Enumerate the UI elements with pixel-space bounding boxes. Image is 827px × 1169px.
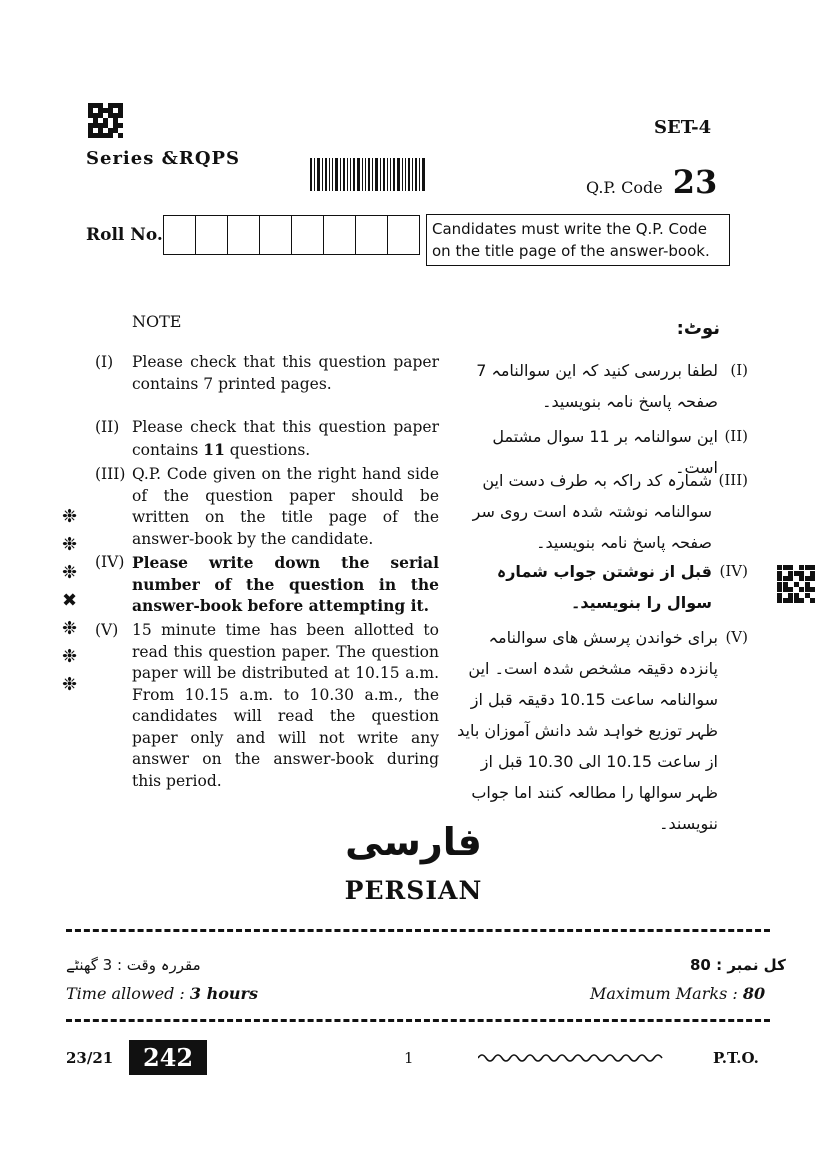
footer-badge: 242 bbox=[129, 1040, 207, 1075]
qp-code-block bbox=[586, 163, 717, 201]
note-item-text: 15 minute time has been allotted to read this question paper. The question paper will be distributed at 10.15 a.m. From 10.15 a.m. to 10.30 a.m., the candidates will read the question paper only and will not write any answer on the answer-book during this period. bbox=[132, 621, 439, 790]
note-item-3 bbox=[95, 464, 440, 552]
persian-item-text: شمارہ کد راکہ بہ طرف دست این سوالنامہ نوشتہ شدہ است روی سر صفحہ پاسخ نامہ بنویسید۔ bbox=[472, 471, 712, 552]
footer-code: 23/21 bbox=[66, 1049, 114, 1067]
note-item-number: (V) bbox=[95, 621, 119, 639]
note-item-number: (III) bbox=[95, 465, 126, 483]
wavy-line-icon bbox=[478, 1051, 664, 1065]
roll-number-boxes[interactable] bbox=[163, 215, 420, 255]
margin-marks bbox=[62, 507, 82, 703]
maximum-marks: Maximum Marks : 80 bbox=[590, 984, 766, 1003]
time-allowed-persian: مقررہ وقت : 3 گھنٹے bbox=[66, 956, 201, 974]
note-item-number: (IV) bbox=[95, 553, 125, 571]
asterisk-icon: ❉ bbox=[62, 534, 78, 555]
note-heading: NOTE bbox=[132, 312, 182, 331]
note-item-1 bbox=[95, 352, 440, 397]
persian-item-number: (III) bbox=[718, 471, 748, 489]
persian-item-text: برای خواندن پرسش ھای سوالنامہ پانزدہ دقیقہ مشخص شدہ است۔ این سوالنامہ ساعت 10.15 دقیقہ قبل از ظہر توزیع خواہد شد دانش آموزان باید از ساعت 10.15 الی 10.30 قبل از ظہر سوالھا را مطالعہ کنند اما جواب ننویسند۔ bbox=[457, 628, 718, 833]
subject-title-persian: فارسی bbox=[345, 820, 482, 864]
subject-title-english: PERSIAN bbox=[344, 876, 483, 905]
persian-item-4 bbox=[455, 556, 748, 618]
qr-code-right bbox=[777, 565, 816, 604]
roll-box[interactable] bbox=[164, 216, 196, 254]
note-item-2 bbox=[95, 417, 440, 462]
asterisk-icon: ❉ bbox=[62, 618, 78, 639]
roll-box[interactable] bbox=[388, 216, 419, 254]
page-number: 1 bbox=[404, 1049, 414, 1067]
note-item-text: Q.P. Code given on the right hand side of the question paper should be written on the title page of the answer-book by the candidate. bbox=[132, 465, 439, 548]
pto-label: P.T.O. bbox=[713, 1049, 759, 1067]
roll-box[interactable] bbox=[324, 216, 356, 254]
roll-box[interactable] bbox=[356, 216, 388, 254]
persian-item-text: قبل از نوشتن جواب شمارہ سوال را بنویسید۔ bbox=[496, 562, 712, 612]
barcode bbox=[310, 158, 427, 191]
cross-icon: ✖ bbox=[62, 590, 78, 611]
persian-item-number: (IV) bbox=[719, 562, 748, 580]
time-allowed: Time allowed : 3 hours bbox=[66, 984, 258, 1003]
candidate-note-box: Candidates must write the Q.P. Code on the title page of the answer-book. bbox=[426, 214, 730, 266]
note-heading-persian: نوٹ: bbox=[676, 318, 720, 339]
max-marks-persian: کل نمبر : 80 bbox=[690, 956, 786, 974]
qp-code-value: 23 bbox=[672, 163, 718, 201]
asterisk-icon: ❉ bbox=[62, 646, 78, 667]
note-item-text: Please write down the serial number of the question in the answer-book before attempting it. bbox=[132, 553, 439, 615]
persian-item-5 bbox=[455, 622, 748, 839]
persian-item-number: (I) bbox=[730, 361, 748, 379]
note-item-4 bbox=[95, 552, 440, 618]
asterisk-icon: ❉ bbox=[62, 562, 78, 583]
roll-box[interactable] bbox=[228, 216, 260, 254]
persian-item-number: (V) bbox=[725, 628, 748, 646]
persian-item-1 bbox=[455, 355, 748, 417]
note-item-5 bbox=[95, 620, 440, 795]
note-item-number: (II) bbox=[95, 418, 120, 436]
set-number: SET-4 bbox=[654, 117, 712, 138]
asterisk-icon: ❉ bbox=[62, 506, 78, 527]
series-label: Series &RQPS bbox=[86, 148, 241, 169]
qp-code-label: Q.P. Code bbox=[586, 178, 663, 197]
divider-bottom bbox=[66, 1019, 770, 1022]
roll-box[interactable] bbox=[292, 216, 324, 254]
roll-number-label: Roll No. bbox=[86, 225, 163, 245]
note-item-text: Please check that this question paper contains 7 printed pages. bbox=[132, 353, 439, 393]
persian-item-number: (II) bbox=[724, 427, 748, 445]
qr-code-top-left bbox=[88, 103, 123, 138]
note-item-text: Please check that this question paper contains 11 questions. bbox=[132, 418, 439, 459]
asterisk-icon: ❉ bbox=[62, 674, 78, 695]
persian-item-3 bbox=[455, 465, 748, 558]
divider-top bbox=[66, 929, 770, 932]
persian-item-text: لطفا بررسی کنید کہ این سوالنامہ 7 صفحہ پاسخ نامہ بنویسید۔ bbox=[476, 361, 718, 411]
note-item-number: (I) bbox=[95, 353, 114, 371]
roll-box[interactable] bbox=[196, 216, 228, 254]
persian-item-text: این سوالنامہ بر 11 سوال مشتمل است۔ bbox=[492, 427, 718, 477]
roll-box[interactable] bbox=[260, 216, 292, 254]
